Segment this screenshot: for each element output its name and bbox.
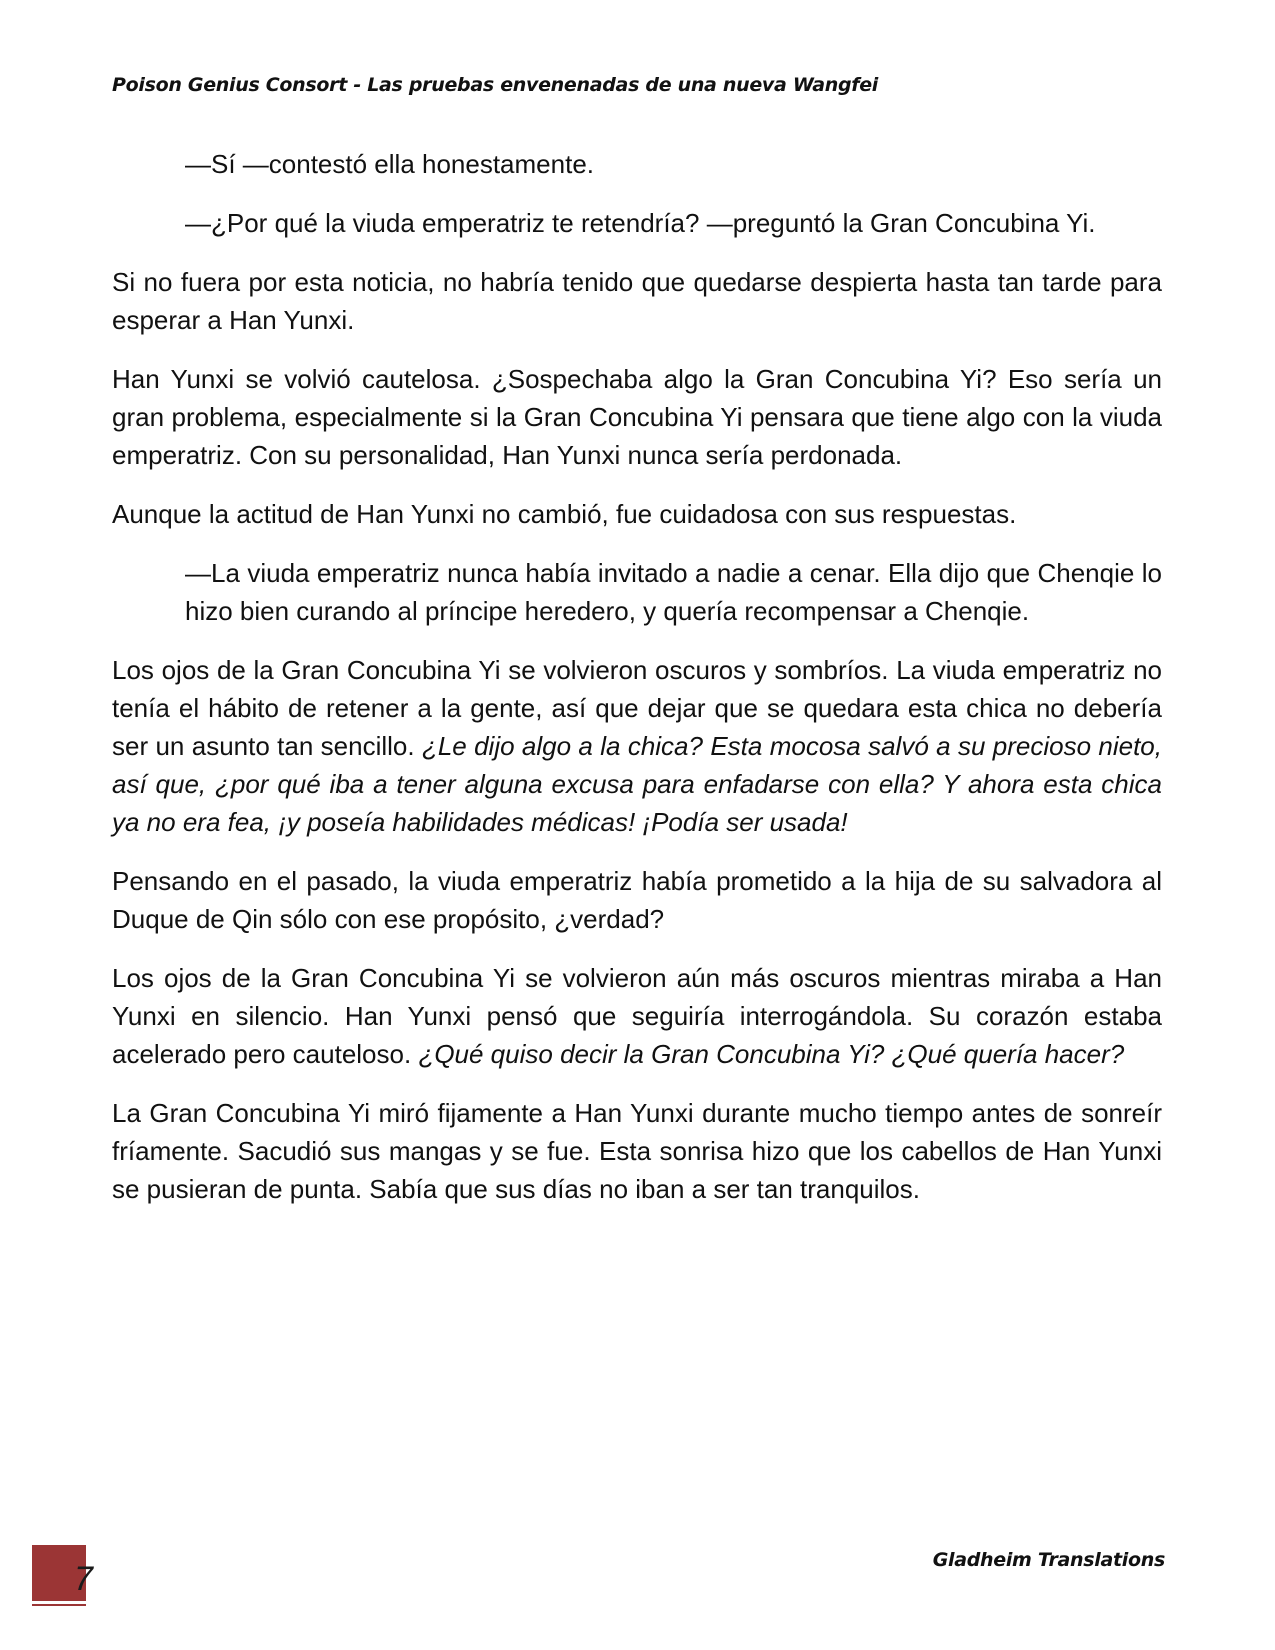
running-header: Poison Genius Consort - Las pruebas envenenadas de una nueva Wangfei bbox=[112, 74, 879, 96]
narrative-paragraph bbox=[112, 263, 1162, 339]
narrative-paragraph bbox=[112, 651, 1162, 841]
narrative-paragraph bbox=[112, 495, 1162, 533]
narrative-paragraph bbox=[112, 862, 1162, 938]
text-run: La Gran Concubina Yi miró fijamente a Han Yunxi durante mucho tiempo antes de sonreír fríamente. Sacudió sus mangas y se fue. Esta sonrisa hizo que los cabellos de Han Yunxi se pusieran de punta. Sabía que sus días no iban a ser tan tranquilos. bbox=[112, 1098, 1162, 1204]
page-number: 7 bbox=[74, 1560, 93, 1598]
page-body bbox=[112, 145, 1162, 1229]
dialogue-paragraph bbox=[185, 204, 1162, 242]
text-run: —La viuda emperatriz nunca había invitado a nadie a cenar. Ella dijo que Chenqie lo hizo bien curando al príncipe heredero, y quería recompensar a Chenqie. bbox=[185, 558, 1162, 626]
footer-brand: Gladheim Translations bbox=[932, 1549, 1165, 1571]
text-run: —¿Por qué la viuda emperatriz te retendría? —preguntó la Gran Concubina Yi. bbox=[185, 208, 1096, 238]
dialogue-paragraph bbox=[185, 145, 1162, 183]
text-run: Pensando en el pasado, la viuda emperatriz había prometido a la hija de su salvadora al Duque de Qin sólo con ese propósito, ¿verdad? bbox=[112, 866, 1162, 934]
dialogue-paragraph bbox=[185, 554, 1162, 630]
text-run: Los ojos de la Gran Concubina Yi se volvieron oscuros y sombríos. La viuda emperatriz no tenía el hábito de retener a la gente, así que dejar que se quedara esta chica no debería ser un asunto tan sencillo. bbox=[112, 655, 1162, 761]
narrative-paragraph bbox=[112, 360, 1162, 474]
text-run: Los ojos de la Gran Concubina Yi se volvieron aún más oscuros mientras miraba a Han Yunxi en silencio. Han Yunxi pensó que seguiría interrogándola. Su corazón estaba acelerado pero cauteloso. bbox=[112, 963, 1162, 1069]
text-run: Han Yunxi se volvió cautelosa. ¿Sospechaba algo la Gran Concubina Yi? Eso sería un gran problema, especialmente si la Gran Concubina Yi pensara que tiene algo con la viuda emperatriz. Con su personalidad, Han Yunxi nunca sería perdonada. bbox=[112, 364, 1162, 470]
narrative-paragraph bbox=[112, 959, 1162, 1073]
text-run: Aunque la actitud de Han Yunxi no cambió, fue cuidadosa con sus respuestas. bbox=[112, 499, 1017, 529]
text-run: —Sí —contestó ella honestamente. bbox=[185, 149, 595, 179]
italic-thought: ¿Le dijo algo a la chica? Esta mocosa salvó a su precioso nieto, así que, ¿por qué iba a tener alguna excusa para enfadarse con ella? Y ahora esta chica ya no era fea, ¡y poseía habilidades médicas! ¡Podía ser usada! bbox=[112, 731, 1162, 837]
narrative-paragraph bbox=[112, 1094, 1162, 1208]
italic-thought: ¿Qué quiso decir la Gran Concubina Yi? ¿Qué quería hacer? bbox=[418, 1039, 1125, 1069]
page-number-underline bbox=[32, 1604, 86, 1606]
text-run: Si no fuera por esta noticia, no habría tenido que quedarse despierta hasta tan tarde para esperar a Han Yunxi. bbox=[112, 267, 1162, 335]
